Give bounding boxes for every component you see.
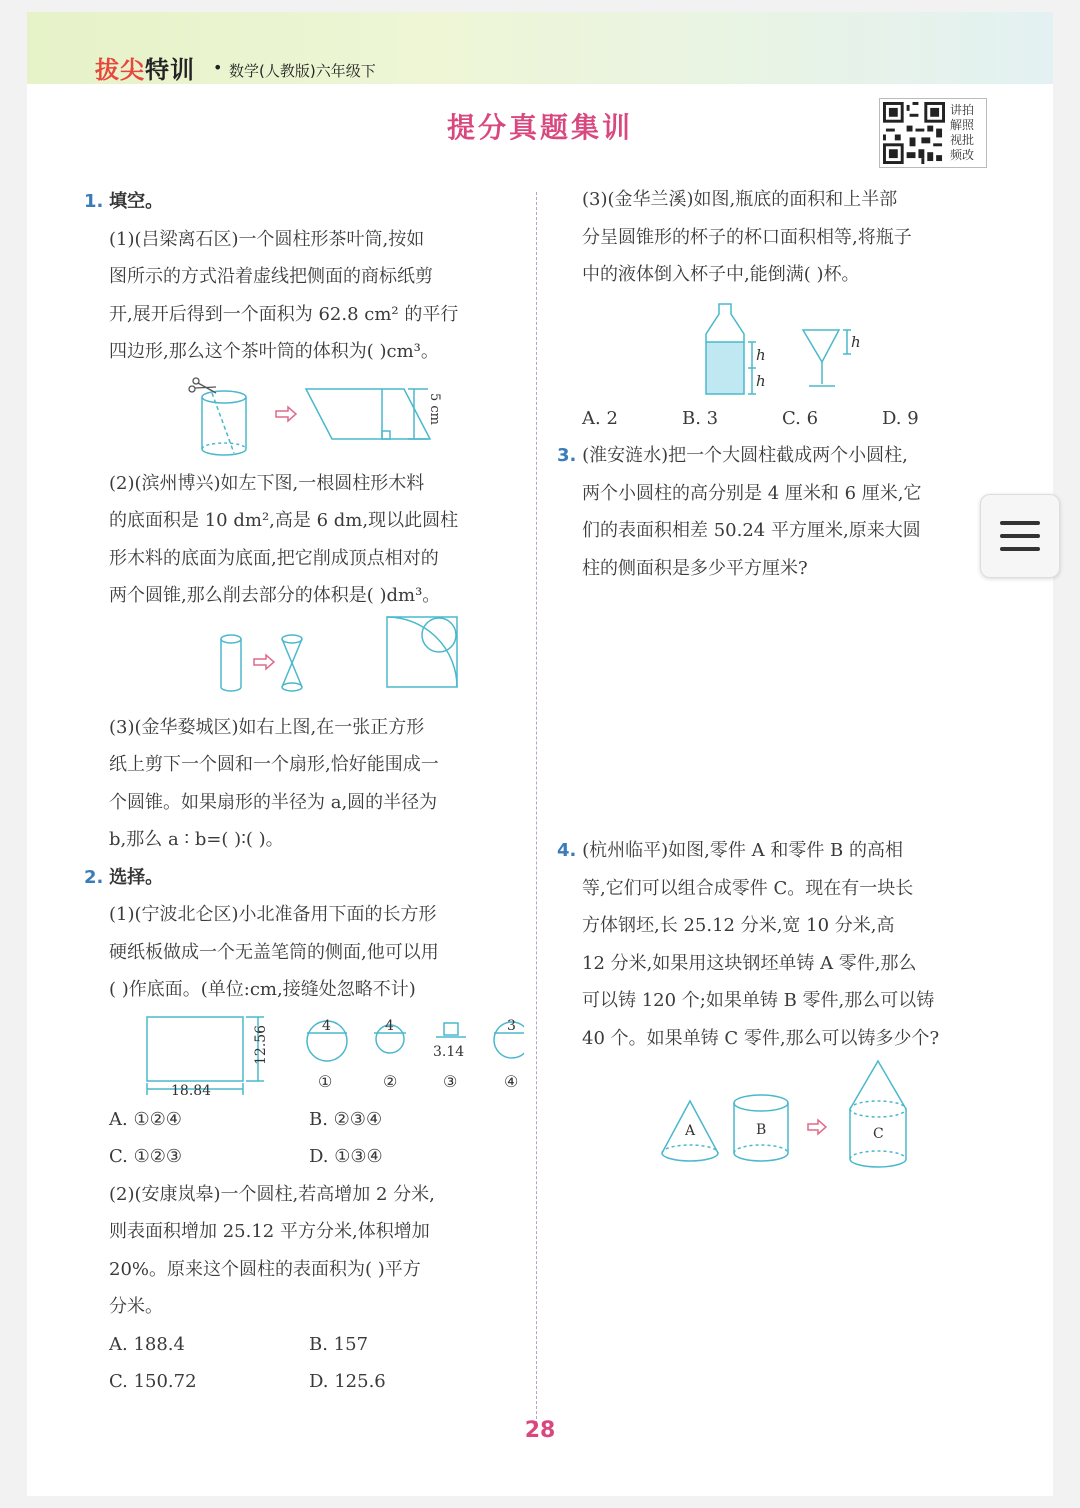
- text-line: 们的表面积相差 50.24 平方厘米,原来大圆: [582, 520, 921, 541]
- height-label: h: [756, 371, 766, 390]
- text-line: 可以铸 120 个;如果单铸 B 零件,那么可以铸: [582, 990, 935, 1011]
- left-column: [84, 183, 524, 1401]
- text-line: (2)(滨州博兴)如左下图,一根圆柱形木料: [109, 472, 425, 494]
- option-a[interactable]: A. ①②④: [109, 1108, 182, 1130]
- page-header: [27, 12, 1053, 84]
- circle-2-label: 4: [385, 1017, 394, 1034]
- text-line: 柱的侧面积是多少平方厘米?: [582, 557, 808, 579]
- figure-rectangle-circles: [84, 1009, 524, 1101]
- arrow-icon: [808, 1120, 826, 1134]
- text-line: (3)(金华兰溪)如图,瓶底的面积和上半部: [582, 189, 898, 210]
- menu-icon: [1000, 547, 1040, 551]
- part-c-label: C: [873, 1126, 884, 1142]
- rect-width-label: 18.84: [171, 1082, 212, 1099]
- figure-number: ③: [443, 1071, 458, 1091]
- question-2-2: [84, 1176, 524, 1326]
- option-c[interactable]: C. 150.72: [109, 1371, 197, 1392]
- question-2-2-options: [84, 1326, 524, 1401]
- question-4: [557, 832, 997, 1057]
- option-b[interactable]: B. 3: [682, 407, 719, 429]
- text-line: (1)(宁波北仑区)小北准备用下面的长方形: [109, 904, 437, 925]
- figure-bottle-cup: [557, 294, 997, 400]
- text-line: 方体钢坯,长 25.12 分米,宽 10 分米,高: [582, 915, 895, 936]
- text-line: (3)(金华婺城区)如右上图,在一张正方形: [109, 716, 425, 738]
- option-c[interactable]: C. 6: [782, 407, 819, 429]
- arrow-icon: [276, 407, 296, 421]
- question-number: 4.: [557, 840, 577, 861]
- rect-height-label: 12.56: [253, 1024, 269, 1065]
- figure-number: ①: [318, 1071, 333, 1091]
- figure-number: ④: [504, 1071, 519, 1091]
- figure-tea-can: [84, 371, 524, 465]
- figure-number: ②: [383, 1071, 398, 1091]
- text-line: (淮安涟水)把一个大圆柱截成两个小圆柱,: [582, 445, 908, 466]
- text-line: 两个圆锥,那么削去部分的体积是( )dm³。: [109, 585, 441, 606]
- text-line: 分米。: [109, 1296, 163, 1317]
- height-label: h: [851, 332, 861, 351]
- text-line: 20%。原来这个圆柱的表面积为( )平方: [109, 1258, 421, 1280]
- header-dot: •: [213, 58, 223, 77]
- question-2-1-options: [84, 1101, 524, 1176]
- text-line: 则表面积增加 25.12 平方分米,体积增加: [109, 1221, 430, 1242]
- figure-label: 5 cm: [427, 392, 442, 425]
- text-line: 纸上剪下一个圆和一个扇形,恰好能围成一: [109, 754, 439, 775]
- option-b[interactable]: B. 157: [309, 1333, 369, 1355]
- question-1-heading: 1. 填空。: [84, 191, 164, 212]
- part-a-label: A: [685, 1123, 696, 1139]
- option-a[interactable]: A. 2: [582, 407, 618, 429]
- text-line: 个圆锥。如果扇形的半径为 a,圆的半径为: [109, 791, 438, 813]
- option-b[interactable]: B. ②③④: [309, 1108, 383, 1130]
- option-a[interactable]: A. 188.4: [109, 1333, 185, 1355]
- right-column: [557, 181, 997, 1171]
- question-1-1: [84, 221, 524, 371]
- text-line: 中的液体倒入杯子中,能倒满( )杯。: [582, 264, 860, 285]
- text-line: 图所示的方式沿着虚线把侧面的商标纸剪: [109, 266, 433, 287]
- qr-code-icon: [883, 102, 945, 164]
- menu-icon: [1000, 534, 1040, 538]
- answer-space: [557, 587, 997, 832]
- workbook-page: [27, 12, 1053, 1496]
- text-line: 等,它们可以组合成零件 C。现在有一块长: [582, 877, 914, 899]
- circle-1-label: 4: [322, 1017, 331, 1034]
- column-divider: [536, 192, 537, 1424]
- text-line: 形木料的底面为底面,把它削成顶点相对的: [109, 547, 439, 569]
- part-b-label: B: [756, 1122, 767, 1138]
- qr-code[interactable]: [879, 98, 987, 168]
- question-2-heading: 2. 选择。: [84, 866, 164, 888]
- page-number: 28: [524, 1418, 556, 1443]
- header-subject: 数学(人教版)六年级下: [229, 62, 376, 80]
- figure-parts-abc: [557, 1057, 997, 1171]
- question-2-1: [84, 896, 524, 1009]
- text-line: 硬纸板做成一个无盖笔筒的侧面,他可以用: [109, 941, 439, 963]
- question-2-3: [557, 181, 997, 294]
- question-3: [557, 437, 997, 587]
- question-1-3: [84, 709, 524, 859]
- square-label: 3.14: [433, 1043, 465, 1060]
- text-line: ( )作底面。(单位:cm,接缝处忽略不计): [109, 979, 416, 1000]
- text-line: 分呈圆锥形的杯子的杯口面积相等,将瓶子: [582, 226, 912, 248]
- text-line: (1)(吕梁离石区)一个圆柱形茶叶筒,按如: [109, 228, 425, 250]
- menu-icon: [1000, 521, 1040, 525]
- circle-4-label: 3: [507, 1017, 516, 1034]
- question-number: 3.: [557, 445, 577, 466]
- text-line: (2)(安康岚皋)一个圆柱,若高增加 2 分米,: [109, 1183, 435, 1205]
- text-line: b,那么 a ∶ b=( )∶( )。: [109, 829, 284, 850]
- text-line: 40 个。如果单铸 C 零件,那么可以铸多少个?: [582, 1027, 940, 1049]
- text-line: 两个小圆柱的高分别是 4 厘米和 6 厘米,它: [582, 482, 922, 504]
- arrow-icon: [254, 655, 274, 669]
- brand-logo: 拔尖特训: [95, 56, 195, 84]
- question-2-3-options: [557, 400, 997, 438]
- page-title: 提分真题集训: [446, 111, 633, 144]
- height-label: h: [756, 345, 766, 364]
- option-d[interactable]: D. ①③④: [309, 1146, 383, 1167]
- option-c[interactable]: C. ①②③: [109, 1146, 182, 1167]
- qr-label: 讲拍解照视批频改: [950, 103, 975, 162]
- text-line: 12 分米,如果用这块钢坯单铸 A 零件,那么: [582, 952, 917, 974]
- question-1-2: [84, 465, 524, 615]
- option-d[interactable]: D. 9: [882, 407, 919, 429]
- figure-cylinder-cones: [84, 615, 524, 709]
- text-line: 四边形,那么这个茶叶筒的体积为( )cm³。: [109, 341, 439, 362]
- text-line: 开,展开后得到一个面积为 62.8 cm² 的平行: [109, 303, 459, 325]
- text-line: 的底面积是 10 dm²,高是 6 dm,现以此圆柱: [109, 510, 459, 531]
- menu-button[interactable]: [980, 494, 1060, 578]
- option-d[interactable]: D. 125.6: [309, 1371, 386, 1392]
- text-line: (杭州临平)如图,零件 A 和零件 B 的高相: [582, 840, 903, 861]
